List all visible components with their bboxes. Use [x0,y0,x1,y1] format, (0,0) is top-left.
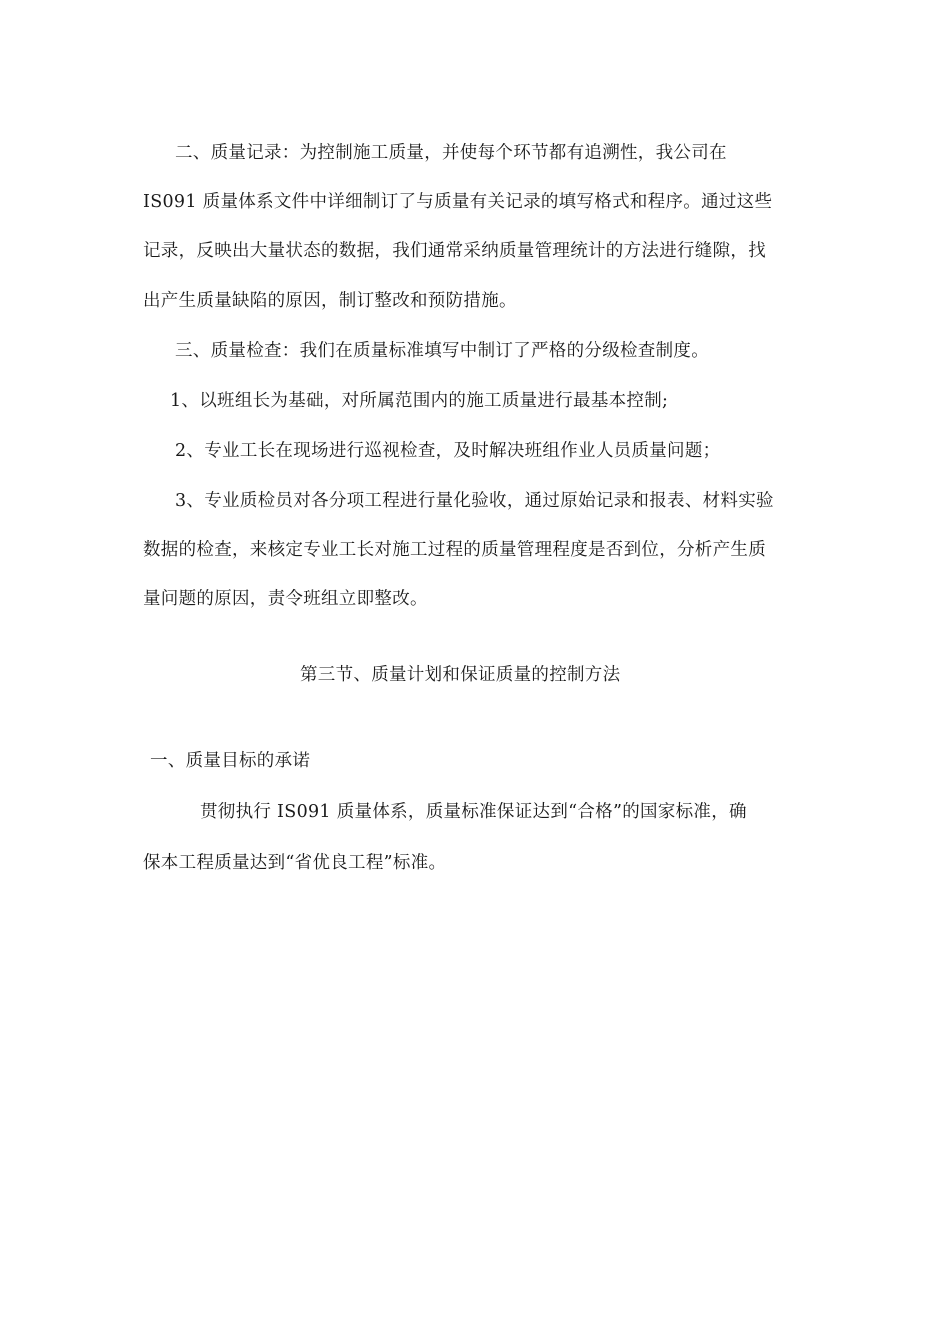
section-title: 第三节、质量计划和保证质量的控制方法 [300,665,621,685]
quality-goal-heading: 一、质量目标的承诺 [150,751,311,771]
list-item-inspection-3-line-3: 量问题的原因，责令班组立即整改。 [143,589,428,609]
quality-goal-line-2: 保本工程质量达到“省优良工程”标准。 [143,853,447,873]
paragraph-quality-inspection-intro: 三、质量检查：我们在质量标准填写中制订了严格的分级检查制度。 [175,341,709,361]
list-item-inspection-1: 1、以班组长为基础，对所属范围内的施工质量进行最基本控制; [170,391,669,411]
paragraph-quality-records-line-3: 记录，反映出大量状态的数据，我们通常采纳质量管理统计的方法进行缝隙，找 [143,241,766,261]
paragraph-quality-records-line-4: 出产生质量缺陷的原因，制订整改和预防措施。 [143,291,517,311]
list-item-inspection-2: 2、专业工长在现场进行巡视检查，及时解决班组作业人员质量问题； [175,441,721,461]
list-item-inspection-3-line-2: 数据的检查，来核定专业工长对施工过程的质量管理程度是否到位，分析产生质 [143,540,766,560]
paragraph-quality-records-line-1: 二、质量记录：为控制施工质量，并使每个环节都有追溯性，我公司在 [175,143,727,163]
paragraph-quality-records-line-2: IS091 质量体系文件中详细制订了与质量有关记录的填写格式和程序。通过这些 [143,192,773,212]
list-item-inspection-3-line-1: 3、专业质检员对各分项工程进行量化验收，通过原始记录和报表、材料实验 [175,491,774,511]
quality-goal-line-1: 贯彻执行 IS091 质量体系，质量标准保证达到“合格”的国家标准，确 [200,802,747,822]
